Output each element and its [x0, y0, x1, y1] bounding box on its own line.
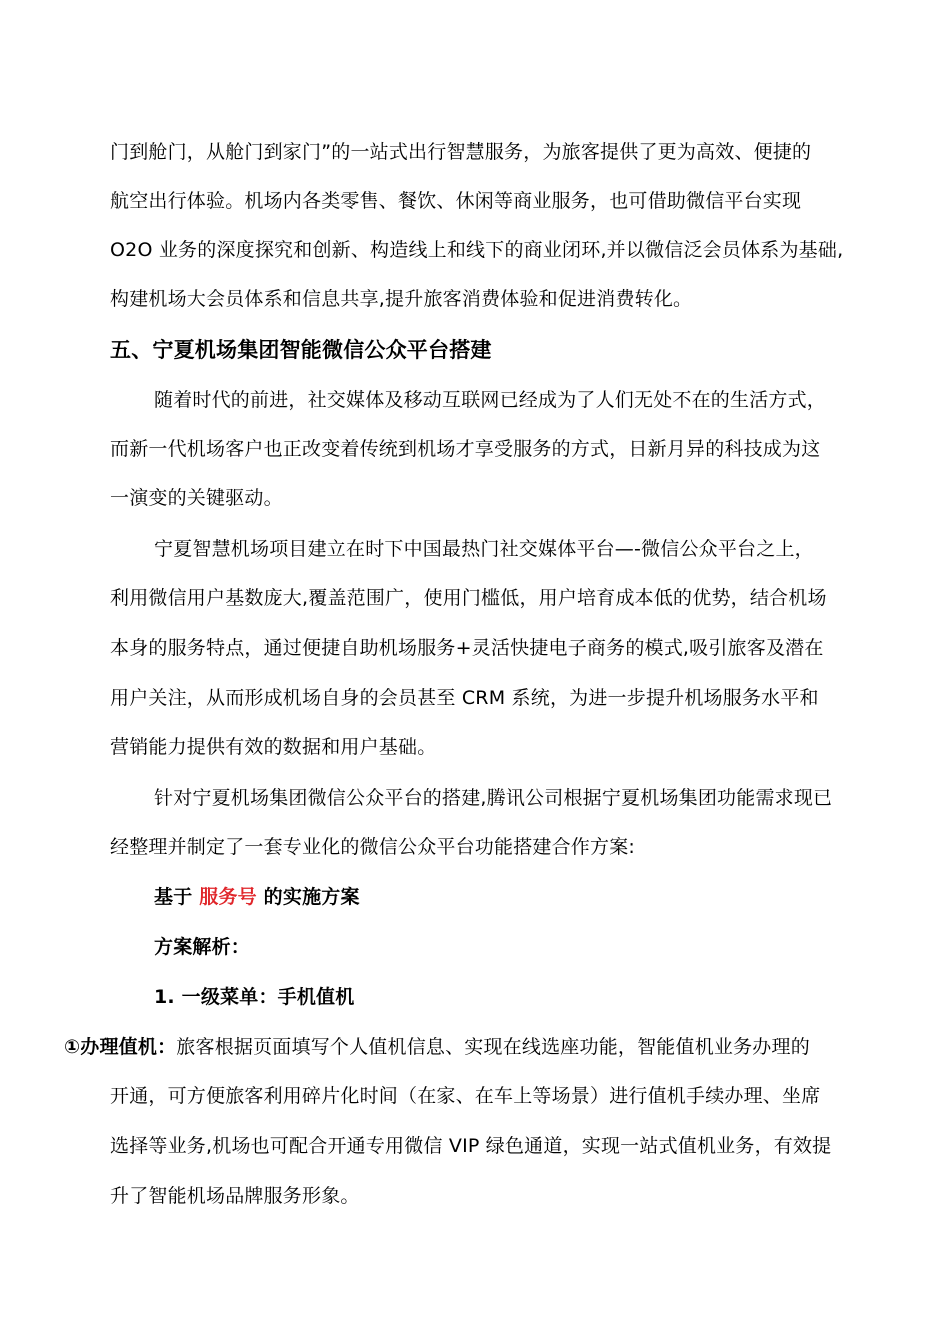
plan-suffix: 的实施方案 — [263, 886, 360, 908]
intro-line-4: 构建机场大会员体系和信息共享,提升旅客消费体验和促进消费转化。 — [110, 288, 693, 310]
intro-line-3: O2O 业务的深度探究和创新、构造线上和线下的商业闭环,并以微信泛会员体系为基础, — [110, 239, 844, 261]
para2-line-1: 宁夏智慧机场项目建立在时下中国最热门社交媒体平台—-微信公众平台之上， — [154, 538, 814, 560]
para1-line-1: 随着时代的前进，社交媒体及移动互联网已经成为了人们无处不在的生活方式， — [154, 389, 827, 411]
intro-line-1: 门到舱门，从舱门到家门”的一站式出行智慧服务，为旅客提供了更为高效、便捷的 — [110, 141, 812, 163]
section-heading: 五、宁夏机场集团智能微信公众平台搭建 — [110, 338, 492, 362]
item1-line-3: 选择等业务,机场也可配合开通专用微信 VIP 绿色通道，实现一站式值机业务，有效提 — [110, 1135, 832, 1157]
item1-line-2: 开通，可方便旅客利用碎片化时间（在家、在车上等场景）进行值机手续办理、坐席 — [110, 1085, 821, 1107]
item1-label: ①办理值机： — [64, 1036, 177, 1058]
plan-prefix: 基于 — [154, 886, 193, 908]
para2-line-4: 用户关注，从而形成机场自身的会员甚至 CRM 系统，为进一步提升机场服务水平和 — [110, 687, 819, 709]
para2-line-3: 本身的服务特点，通过便捷自助机场服务+灵活快捷电子商务的模式,吸引旅客及潜在 — [110, 637, 824, 659]
para2-line-5: 营销能力提供有效的数据和用户基础。 — [110, 736, 437, 758]
plan-title — [154, 885, 882, 909]
intro-line-2: 航空出行体验。机场内各类零售、餐饮、休闲等商业服务，也可借助微信平台实现 — [110, 190, 802, 212]
para2-line-2: 利用微信用户基数庞大,覆盖范围广，使用门槛低，用户培育成本低的优势，结合机场 — [110, 587, 827, 609]
para3-line-1: 针对宁夏机场集团微信公众平台的搭建,腾讯公司根据宁夏机场集团功能需求现已 — [154, 787, 833, 809]
menu-label: 1. 一级菜单：手机值机 — [154, 986, 355, 1008]
item1-line-4: 升了智能机场品牌服务形象。 — [110, 1185, 360, 1207]
para1-line-3: 一演变的关键驱动。 — [110, 487, 283, 509]
item1-line-1 — [64, 1035, 810, 1059]
item1-text-1: 旅客根据页面填写个人值机信息、实现在线选座功能，智能值机业务办理的 — [176, 1036, 810, 1058]
para1-line-2: 而新一代机场客户也正改变着传统到机场才享受服务的方式，日新月异的科技成为这 — [110, 438, 821, 460]
analysis-label: 方案解析： — [154, 936, 251, 958]
plan-highlight: 服务号 — [199, 886, 257, 908]
para3-line-2: 经整理并制定了一套专业化的微信公众平台功能搭建合作方案: — [110, 836, 636, 858]
